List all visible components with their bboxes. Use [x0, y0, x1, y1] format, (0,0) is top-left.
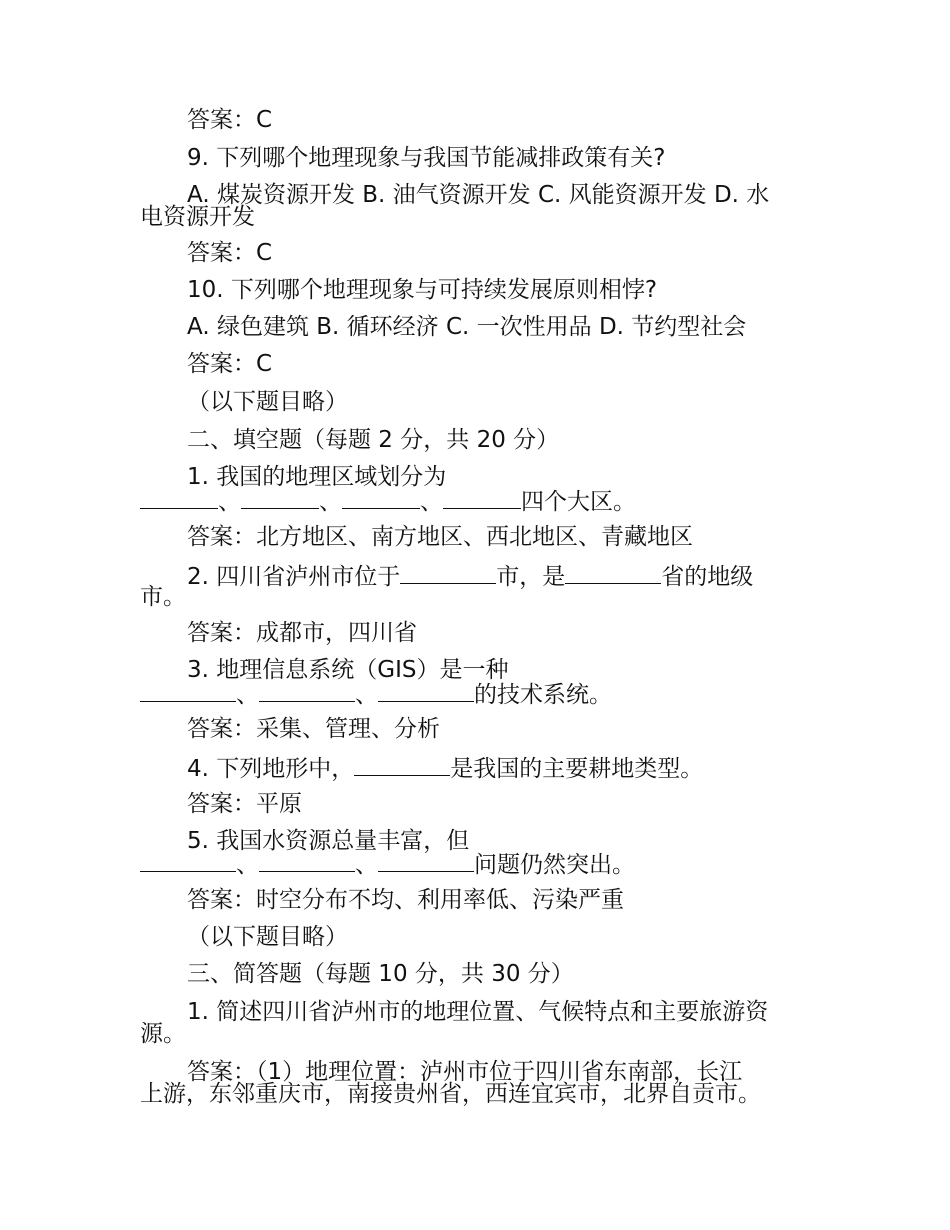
q9-options-line2: 电资源开发	[140, 204, 255, 230]
q9-answer: 答案：C	[187, 240, 273, 266]
blank[interactable]	[443, 488, 521, 509]
blank[interactable]	[565, 563, 661, 584]
fill2-line1: 2. 四川省泸州市位于 市，是 省的地级	[187, 564, 754, 590]
q10-answer: 答案：C	[187, 351, 273, 377]
q8-answer: 答案：C	[187, 107, 273, 133]
blank[interactable]	[140, 488, 218, 509]
short1-answer-line1: 答案：（1）地理位置：泸州市位于四川省东南部，长江	[187, 1059, 743, 1085]
fill5-answer: 答案：时空分布不均、利用率低、污染严重	[187, 887, 624, 913]
blank[interactable]	[342, 488, 420, 509]
blank[interactable]	[378, 851, 474, 872]
blank[interactable]	[140, 851, 236, 872]
blank[interactable]	[400, 563, 496, 584]
q9-question: 9. 下列哪个地理现象与我国节能减排政策有关?	[187, 145, 666, 171]
fill3-answer: 答案：采集、管理、分析	[187, 716, 440, 742]
fill3-line1: 3. 地理信息系统（GIS）是一种	[187, 657, 509, 683]
fill4-line: 4. 下列地形中， 是我国的主要耕地类型。	[187, 756, 704, 782]
fill1-line1: 1. 我国的地理区域划分为	[187, 464, 447, 490]
fill2-line2: 市。	[140, 584, 186, 610]
section-3-heading: 三、简答题（每题 10 分，共 30 分）	[187, 961, 574, 987]
short1-line2: 源。	[140, 1021, 186, 1047]
fill5-line1: 5. 我国水资源总量丰富，但	[187, 828, 470, 854]
blank[interactable]	[259, 851, 355, 872]
fill4-answer: 答案：平原	[187, 791, 302, 817]
fill2-answer: 答案：成都市，四川省	[187, 620, 417, 646]
fill5-line2: 、 、 问题仍然突出。	[140, 851, 820, 877]
blank[interactable]	[140, 681, 236, 702]
blank[interactable]	[378, 681, 474, 702]
fill3-line2: 、 、 的技术系统。	[140, 681, 820, 707]
fill1-answer: 答案：北方地区、南方地区、西北地区、青藏地区	[187, 524, 693, 550]
short1-line1: 1. 简述四川省泸州市的地理位置、气候特点和主要旅游资	[187, 999, 769, 1025]
blank[interactable]	[354, 755, 450, 776]
fill1-line2: 、 、 、 四个大区。	[140, 488, 820, 514]
q10-question: 10. 下列哪个地理现象与可持续发展原则相悖?	[187, 277, 658, 303]
blank[interactable]	[241, 488, 319, 509]
short1-answer-line2: 上游，东邻重庆市，南接贵州省，西连宜宾市，北界自贡市。	[140, 1081, 761, 1107]
q10-options: A. 绿色建筑 B. 循环经济 C. 一次性用品 D. 节约型社会	[187, 314, 747, 340]
blank[interactable]	[259, 681, 355, 702]
omitted-note-2: （以下题目略）	[187, 924, 348, 950]
section-2-heading: 二、填空题（每题 2 分，共 20 分）	[187, 427, 560, 453]
omitted-note-1: （以下题目略）	[187, 389, 348, 415]
q9-options-line1: A. 煤炭资源开发 B. 油气资源开发 C. 风能资源开发 D. 水	[187, 182, 770, 208]
